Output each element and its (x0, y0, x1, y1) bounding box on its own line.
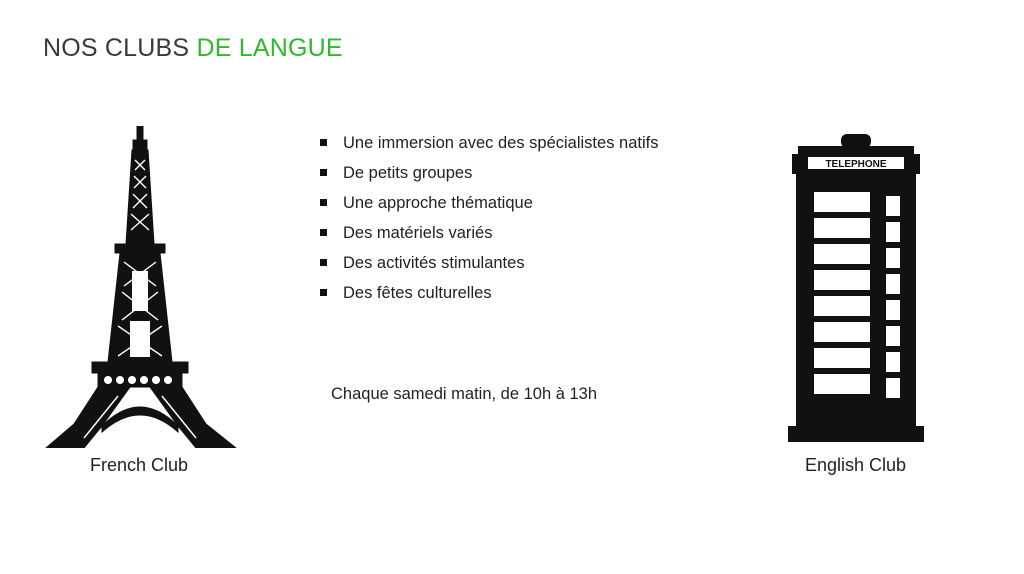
list-item (318, 251, 658, 281)
feature-text: De petits groupes (343, 164, 473, 182)
slide-title (43, 34, 343, 63)
telephone-box-icon (786, 130, 926, 442)
title-accent: DE LANGUE (196, 34, 343, 62)
bullet-square-icon (320, 259, 327, 266)
feature-text: Des fêtes culturelles (343, 284, 492, 302)
feature-list (318, 131, 658, 311)
bullet-square-icon (320, 139, 327, 146)
eiffel-tower-icon (44, 126, 240, 448)
list-item (318, 191, 658, 221)
feature-text: Des activités stimulantes (343, 254, 525, 272)
telephone-sign: TELEPHONE (825, 159, 887, 170)
list-item (318, 161, 658, 191)
bullet-square-icon (320, 199, 327, 206)
bullet-square-icon (320, 289, 327, 296)
french-club-caption: French Club (90, 455, 189, 475)
english-club-caption: English Club (805, 455, 907, 475)
bullet-square-icon (320, 229, 327, 236)
feature-text: Une approche thématique (343, 194, 533, 212)
list-item (318, 221, 658, 251)
schedule-text: Chaque samedi matin, de 10h à 13h (331, 385, 598, 403)
list-item (318, 281, 658, 311)
bullet-square-icon (320, 169, 327, 176)
title-prefix: NOS CLUBS (43, 34, 197, 62)
feature-text: Des matériels variés (343, 224, 493, 242)
feature-text: Une immersion avec des spécialistes natifs (343, 134, 659, 152)
list-item (318, 131, 658, 161)
